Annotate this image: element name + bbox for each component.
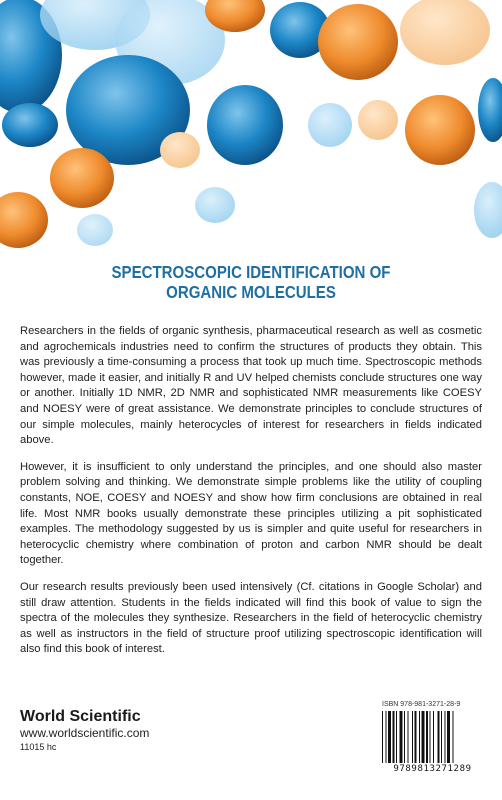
barcode-bars [382,711,483,763]
barcode-digits: 9789813271289 [393,764,472,774]
barcode-bar [438,711,440,763]
barcode-bar [382,711,383,763]
product-code: 11015 hc [20,742,57,752]
barcode-bar [422,711,425,763]
barcode-bar [419,711,420,763]
book-title-line-2: ORGANIC MOLECULES [166,282,336,302]
blurb-paragraph-2: However, it is insufficient to only understand the principles, and one should also master problem solving and thinking. We demonstrate simple problems like the utility of coupling constants, NOE, COESY and NOESY and show how firm conclusions are obtained in real life. Most NMR books usually demonstrate these principles utilizing a pit sophisticated examples. The methodology suggested by us is simpler and quite useful for researchers in heterocyclic chemistry where combination of proton and carbon NMR should be dealt together. [20,460,482,567]
blurb-paragraph-1: Researchers in the fields of organic synthesis, pharmaceutical research as well as cosmetic and agrochemicals industries need to confirm the structures of products they obtain. This was previously a time-consuming a process that took up much time. Spectroscopic methods however, made it easier, and initially R and UV helped chemists conclude structures one way or another. Initially 1D NMR, 2D NMR and sophisticated NMR measurements like COESY and NOESY were of great assistance. We demonstrate principles to conclude structures of our simple molecules, mainly heterocycles of interest for researchers in fields indicated above. [20,325,482,447]
barcode-bar [396,711,397,763]
publisher-block [20,708,220,754]
barcode-bar [426,711,428,763]
barcode-bar [441,711,442,763]
publisher-url: www.worldscientific.com [20,726,150,740]
barcode-bar [388,711,391,763]
barcode-bar [412,711,413,763]
barcode-bar [453,711,454,763]
barcode-bar [400,711,403,763]
barcode-bar [386,711,387,763]
barcode-bar [408,711,409,763]
publisher-name: World Scientific [20,708,141,725]
blurb-text [20,324,482,669]
barcode-bar [393,711,395,763]
blurb-paragraph-3: Our research results previously been used intensively (Cf. citations in Google Scholar) and still draw attention. Students in the fields indicated will find this book of value to sign the spectra of the molecules they synthesize. Researchers in the field of heterocyclic chemistry as well as instructors in the field of structure proof utilizing spectroscopic identification will also find this book of interest. [20,580,482,656]
barcode-bar [415,711,417,763]
decorative-droplets-art [0,0,502,300]
book-title-line-1: SPECTROSCOPIC IDENTIFICATION OF [111,262,391,282]
barcode-bar [404,711,405,763]
book-title [35,262,467,302]
barcode-bar [430,711,431,763]
barcode-bar [447,711,450,763]
barcode-bar [433,711,434,763]
barcode-bar [445,711,446,763]
isbn-barcode [376,698,489,776]
isbn-label: ISBN 978-981-3271-28-9 [382,701,461,708]
